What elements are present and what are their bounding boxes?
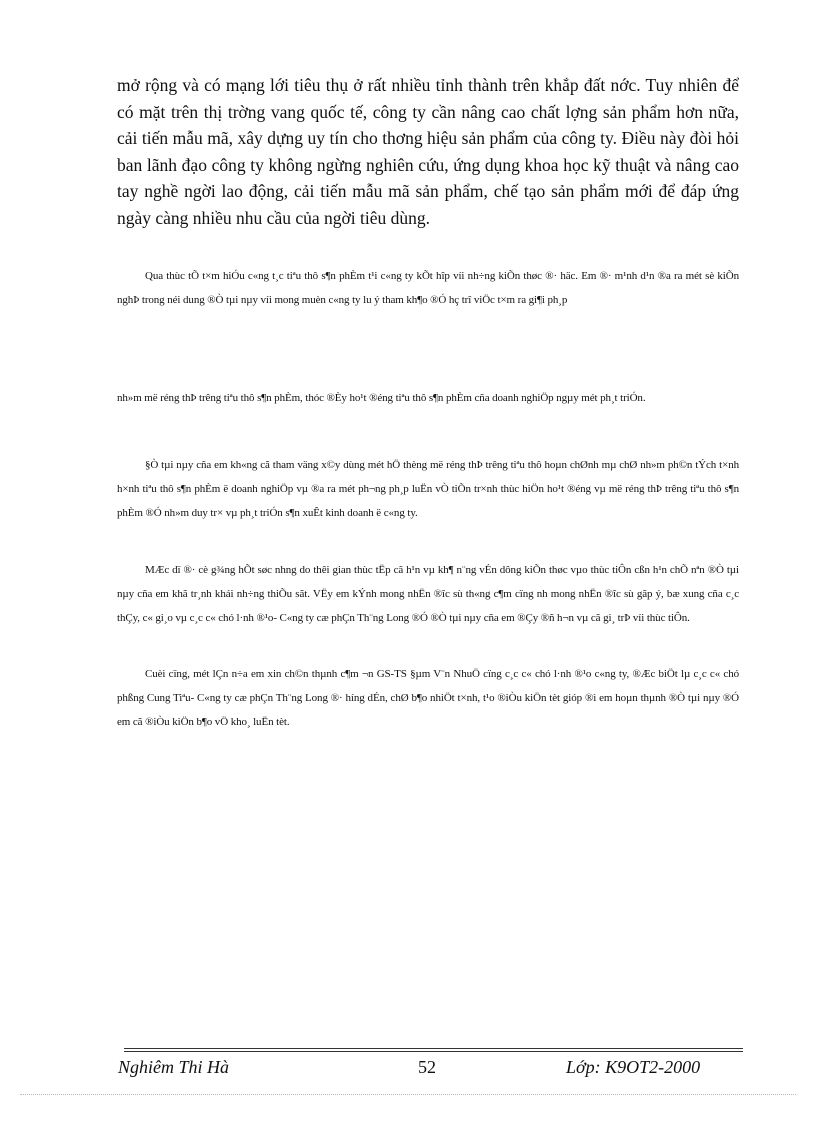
footer-page-number: 52	[418, 1057, 436, 1077]
lead-paragraph	[117, 72, 739, 231]
paragraph-5	[117, 662, 739, 734]
paragraph-4	[117, 558, 739, 630]
paragraph-3	[117, 453, 739, 525]
lead-paragraph-text: mở rộng và có mạng lới tiêu thụ ở rất nhiều tỉnh thành trên khắp đất nớc. Tuy nhiên để có mặt trên thị trờng vang quốc tế, công ty cần nâng cao chất lợng sản phẩm hơn nữa, cải tiến mẫu mã, xây dựng uy tín cho thơng hiệu sản phẩm của công ty. Điều này đòi hỏi ban lãnh đạo công ty không ngừng nghiên cứu, ứng dụng khoa học kỹ thuật và nâng cao tay nghề ngời lao động, cải tiến mẫu mã sản phẩm, chế tạo sản phẩm mới để đáp ứng ngày càng nhiều nhu cầu của ngời tiêu dùng.	[117, 75, 739, 228]
footer-class-label: Lớp: K9OT2-2000	[566, 1057, 701, 1077]
paragraph-2	[117, 386, 739, 410]
paragraph-4-text: MÆc dï ®· cè g¾ng hÕt søc nhng do thêi gian thùc tËp cã h¹n vµ kh¶ n¨ng vÉn dông kiÕn thøc vµo thùc tiÔn cßn h¹n chÕ nªn ®Ò tµi nµy cña em khã tr¸nh khái nh÷ng thiÕu sãt. VËy em kÝnh mong nhËn ®îc sù th«ng c¶m cïng nh mong nhËn ®îc sù gãp ý, bæ xung cña c¸c thÇy, c« gi¸o vµ c¸c c« chó l·nh ®¹o- C«ng ty cæ phÇn Th¨ng Long ®Ó ®Ò tµi nµy cña em ®Çy ®ñ h¬n vµ cã gi¸ trÞ víi thùc tiÔn.	[117, 564, 739, 624]
paragraph-5-text: Cuèi cïng, mét lÇn n÷a em xin ch©n thµnh c¶m ¬n GS-TS §µm V¨n NhuÖ cïng c¸c c« chó l·nh ®¹o c«ng ty, ®Æc biÖt lµ c¸c c« chó phßng Cung Tiªu- C«ng ty cæ phÇn Th¨ng Long ®· híng dÉn, chØ b¶o nhiÖt t×nh, t¹o ®iÒu kiÖn tèt gióp ®ì em hoµn thµnh ®Ò tµi nµy ®Ó em cã ®iÒu kiÖn b¶o vÖ kho¸ luËn tèt.	[117, 668, 739, 728]
paragraph-1	[117, 264, 739, 312]
footer-divider-bottom	[124, 1051, 743, 1052]
page-footer	[118, 1057, 718, 1083]
paragraph-1-text: Qua thùc tÕ t×m hiÓu c«ng t¸c tiªu thô s¶n phÈm t¹i c«ng ty kÕt hîp víi nh÷ng kiÕn thøc ®· häc. Em ®· m¹nh d¹n ®a ra mét sè kiÕn nghÞ trong néi dung ®Ò tµi nµy víi mong muèn c«ng ty lu ý tham kh¶o ®Ó hç trî viÖc t×m ra gi¶i ph¸p	[117, 270, 739, 306]
paragraph-2-text: nh»m më réng thÞ trêng tiªu thô s¶n phÈm, thóc ®Èy ho¹t ®éng tiªu thô s¶n phÈm cña doanh nghiÖp ngµy mét ph¸t triÓn.	[117, 392, 646, 404]
page-bottom-divider	[20, 1094, 796, 1095]
paragraph-3-text: §Ò tµi nµy cña em kh«ng cã tham väng x©y dùng mét hÖ thèng më réng thÞ trêng tiªu thô hoµn chØnh mµ chØ nh»m ph©n tÝch t×nh h×nh tiªu thô s¶n phÈm ë doanh nghiÖp vµ ®a ra mét ph¬ng ph¸p luËn vÒ tiÕn tr×nh thùc hiÖn ho¹t ®éng vµ më réng thÞ trêng tiªu thô s¶n phÈm ®Ó nh»m duy tr× vµ ph¸t triÓn s¶n xuÊt kinh doanh ë c«ng ty.	[117, 459, 739, 519]
footer-divider-top	[124, 1048, 743, 1049]
footer-author: Nghiêm Thi Hà	[118, 1057, 230, 1077]
